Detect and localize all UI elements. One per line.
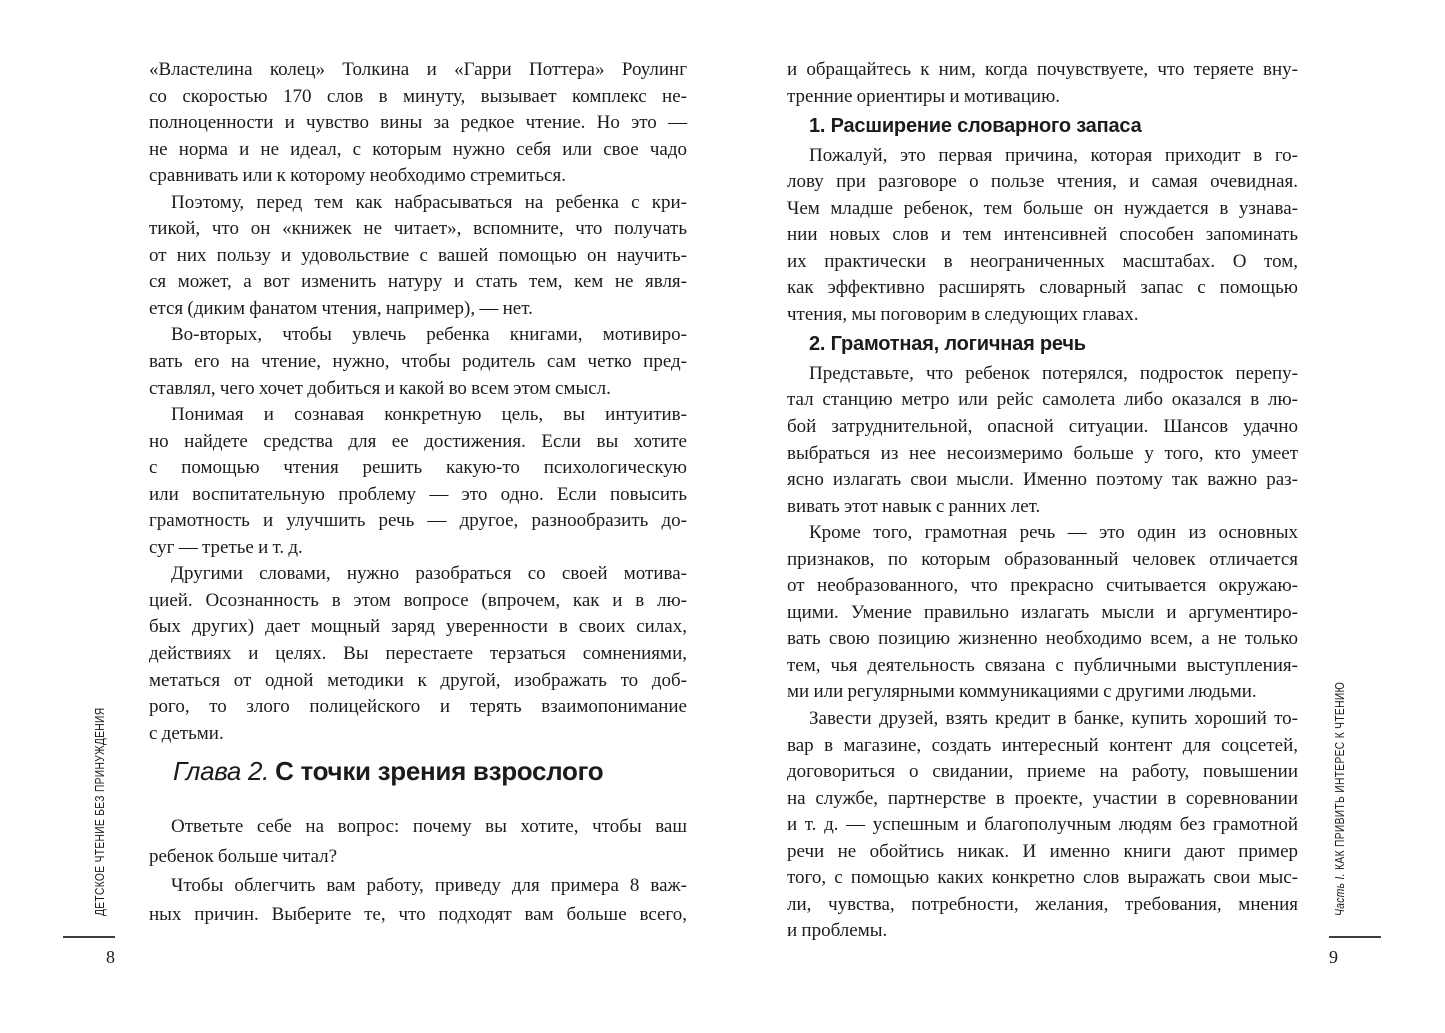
text-line: нии новых слов и тем интенсивней способен запоминать xyxy=(787,224,1298,246)
text-line: с детьми. xyxy=(149,722,224,744)
text-line: Поэтому, перед тем как набрасываться на ребенка с кри- xyxy=(171,191,687,213)
text-line: действиях и целях. Вы перестаете терзаться сомнениями, xyxy=(149,643,687,665)
text-line: вивать этот навык с ранних лет. xyxy=(787,495,1041,517)
chapter-number: Глава 2. xyxy=(173,756,270,787)
text-line: того, с помощью каких конкретно слов выражать свои мыс- xyxy=(787,867,1298,889)
text-line: чтения, мы поговорим в следующих главах. xyxy=(787,303,1139,325)
text-line: Чем младше ребенок, тем больше он нуждается в узнава- xyxy=(787,197,1298,219)
right-running-title xyxy=(1333,682,1347,916)
chapter-heading xyxy=(149,755,687,787)
text-line: бой затруднительной, опасной ситуации. Шансов удачно xyxy=(787,416,1298,438)
text-line: с помощью чтения решить какую-то психологическую xyxy=(149,457,687,479)
paragraph xyxy=(787,520,1298,706)
text-line: ных причин. Выберите те, что подходят вам больше всего, xyxy=(149,904,687,926)
paragraph xyxy=(149,322,687,402)
text-line: ется (диким фанатом чтения, например), — нет. xyxy=(149,297,533,319)
text-line: Другими словами, нужно разобраться со своей мотива- xyxy=(171,563,687,585)
text-line: Пожалуй, это первая причина, которая приходит в го- xyxy=(809,144,1298,166)
text-line: цией. Осознанность в этом вопросе (впрочем, как и в лю- xyxy=(149,589,687,611)
paragraph xyxy=(149,812,687,871)
text-line: Понимая и сознавая конкретную цель, вы интуитив- xyxy=(171,404,687,426)
text-line: как эффективно расширять словарный запас с помощью xyxy=(787,277,1298,299)
paragraph xyxy=(149,871,687,930)
text-line: метаться от одной методики к другой, изображать то доб- xyxy=(149,669,687,691)
text-line: бых других) дает мощный заряд уверенности в своих силах, xyxy=(149,616,687,638)
paragraph xyxy=(787,706,1298,945)
text-line: и т. д. — успешным и благополучным людям без грамотной xyxy=(787,814,1298,836)
text-line: ставлял, чего хочет добиться и какой во всем этом смысл. xyxy=(149,377,611,399)
right-folio-rule xyxy=(1329,936,1381,938)
text-line: не норма и не идеал, с которым нужно себя или свое чадо xyxy=(149,138,687,160)
section-heading: 1. Расширение словарного запаса xyxy=(809,115,1142,138)
right-page-number: 9 xyxy=(1329,947,1338,967)
text-line: договориться о свидании, приеме на работу, повышении xyxy=(787,761,1298,783)
text-line: речи не обойтись никак. И именно книги дают пример xyxy=(787,840,1298,862)
text-line: рого, то злого полицейского и терять взаимопонимание xyxy=(149,696,687,718)
text-line: от них пользу и удовольствие с вашей помощью он научить- xyxy=(149,244,687,266)
text-line: Ответьте себе на вопрос: почему вы хотите, чтобы ваш xyxy=(171,816,687,838)
text-line: тал станцию метро или рейс самолета либо оказался в лю- xyxy=(787,389,1298,411)
text-line: вать свою позицию жизненно необходимо всем, а не только xyxy=(787,628,1298,650)
section-heading: 2. Грамотная, логичная речь xyxy=(809,333,1086,356)
right-page xyxy=(787,57,1298,945)
text-line: лову при разговоре о пользе чтения, и самая очевидная. xyxy=(787,171,1298,193)
text-line: вар в магазине, создать интересный контент для соцсетей, xyxy=(787,734,1298,756)
text-line: ребенок больше читал? xyxy=(149,845,338,867)
left-folio-rule xyxy=(63,936,115,938)
chapter-title: С точки зрения взрослого xyxy=(275,756,604,787)
paragraph xyxy=(149,402,687,561)
text-line: признаков, по которым образованный человек отличается xyxy=(787,548,1298,570)
text-line: на службе, партнерстве в проекте, участии в соревновании xyxy=(787,787,1298,809)
text-line: ми или регулярными коммуникациями с другими людьми. xyxy=(787,681,1257,703)
text-line: грамотность и улучшить речь — другое, разнообразить до- xyxy=(149,510,687,532)
left-page-number: 8 xyxy=(106,947,115,967)
text-line: тем, чья деятельность связана с публичными выступления- xyxy=(787,654,1298,676)
paragraph xyxy=(787,143,1298,329)
text-line: тикой, что он «книжек не читает», вспомните, что получать xyxy=(149,218,687,240)
text-line: ли, чувства, потребности, желания, требования, мнения xyxy=(787,893,1298,915)
text-line: ясно излагать свои мысли. Именно поэтому так важно раз- xyxy=(787,469,1298,491)
text-line: со скоростью 170 слов в минуту, вызывает комплекс не- xyxy=(149,85,687,107)
left-running-title: ДЕТСКОЕ ЧТЕНИЕ БЕЗ ПРИНУЖДЕНИЯ xyxy=(93,707,107,916)
text-line: или воспитательную проблему — это одно. Если повысить xyxy=(149,483,687,505)
text-line: Чтобы облегчить вам работу, приведу для примера 8 важ- xyxy=(171,874,687,896)
text-line: и обращайтесь к ним, когда почувствуете, что теряете вну- xyxy=(787,59,1298,80)
text-line: от необразованного, что прекрасно считывается окружаю- xyxy=(787,575,1298,597)
text-line: «Властелина колец» Толкина и «Гарри Поттера» Роулинг xyxy=(149,59,687,80)
text-line: но найдете средства для ее достижения. Если вы хотите xyxy=(149,430,687,452)
part-number: Часть I. xyxy=(1333,873,1347,916)
text-line: Во-вторых, чтобы увлечь ребенка книгами, мотивиро- xyxy=(171,324,687,346)
text-line: щими. Умение правильно излагать мысли и аргументиро- xyxy=(787,601,1298,623)
part-title: КАК ПРИВИТЬ ИНТЕРЕС К ЧТЕНИЮ xyxy=(1333,681,1347,870)
paragraph xyxy=(149,190,687,323)
text-line: вать его на чтение, нужно, чтобы родитель сам четко пред- xyxy=(149,351,687,373)
text-line: выбраться из нее несоизмеримо больше у того, кто умеет xyxy=(787,442,1298,464)
text-line: полноценности и чувство вины за редкое чтение. Но это — xyxy=(149,112,687,134)
text-line: тренние ориентиры и мотивацию. xyxy=(787,85,1061,107)
text-line: и проблемы. xyxy=(787,920,888,942)
left-page xyxy=(149,57,687,929)
text-line: ся может, а вот изменить натуру и стать тем, кем не явля- xyxy=(149,271,687,293)
text-line: Кроме того, грамотная речь — это один из основных xyxy=(809,522,1298,544)
paragraph xyxy=(787,57,1298,110)
text-line: их практически в неограниченных масштабах. О том, xyxy=(787,250,1298,272)
text-line: Завести друзей, взять кредит в банке, купить хороший то- xyxy=(809,708,1298,730)
text-line: сравнивать или к которому необходимо стремиться. xyxy=(149,165,566,187)
paragraph xyxy=(787,361,1298,520)
text-line: суг — третье и т. д. xyxy=(149,536,303,558)
paragraph xyxy=(149,57,687,190)
paragraph xyxy=(149,561,687,747)
text-line: Представьте, что ребенок потерялся, подросток перепу- xyxy=(809,362,1298,384)
